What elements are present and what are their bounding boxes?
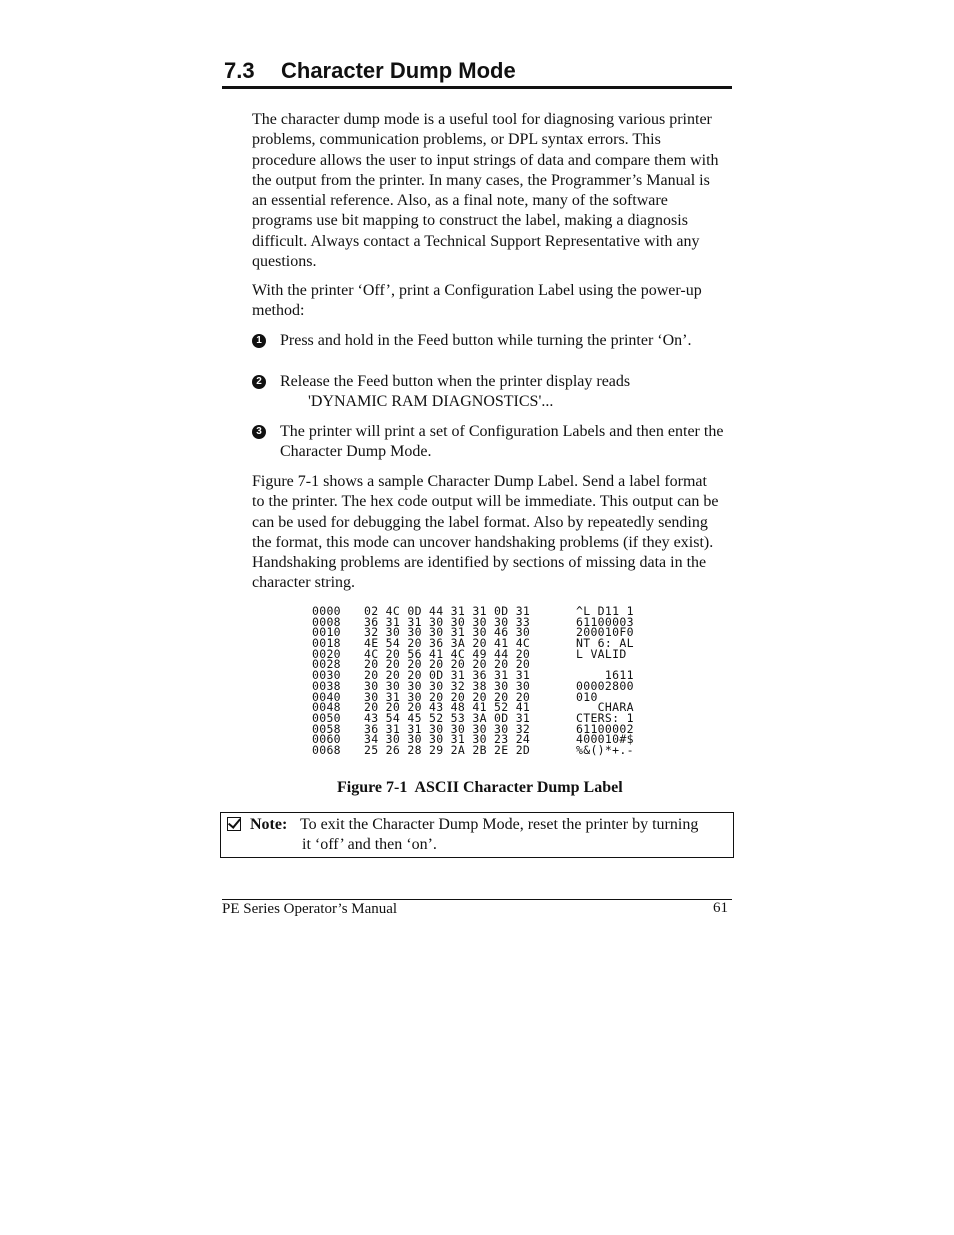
dump-address: 0020 xyxy=(312,646,341,661)
dump-hex: 30 30 30 30 32 38 30 30 xyxy=(364,678,531,693)
note-label: Note: xyxy=(250,816,288,833)
step-marker-icon: 2 xyxy=(252,375,266,389)
dump-hex: 43 54 45 52 53 3A 0D 31 xyxy=(364,710,531,725)
dump-hex: 20 20 20 0D 31 36 31 31 xyxy=(364,668,531,683)
dump-ascii: 00002800 xyxy=(576,678,634,693)
character-dump-figure xyxy=(312,606,634,756)
dump-address: 0008 xyxy=(312,614,341,629)
step-marker-icon: 3 xyxy=(252,425,266,439)
dump-hex: 4C 20 56 41 4C 49 44 20 xyxy=(364,646,531,661)
dump-address: 0030 xyxy=(312,668,341,683)
note-box xyxy=(220,812,734,858)
dump-hex: 30 31 30 20 20 20 20 20 xyxy=(364,689,531,704)
dump-hex: 36 31 31 30 30 30 30 32 xyxy=(364,721,531,736)
dump-ascii: 1611 xyxy=(576,668,634,683)
dump-hex: 36 31 31 30 30 30 30 33 xyxy=(364,614,531,629)
dump-address: 0018 xyxy=(312,636,341,651)
dump-ascii: ^L D11 1 xyxy=(576,604,634,618)
dump-address: 0040 xyxy=(312,689,341,704)
dump-address: 0058 xyxy=(312,721,341,736)
dump-ascii: 400010#$ xyxy=(576,732,634,747)
checkbox-icon xyxy=(227,817,241,831)
dump-hex: 32 30 30 30 31 30 46 30 xyxy=(364,625,531,640)
step-text: The printer will print a set of Configuration Labels and then enter the Character Dump Mode. xyxy=(280,423,724,461)
dump-hex: 02 4C 0D 44 31 31 0D 31 xyxy=(364,604,531,618)
dump-address: 0060 xyxy=(312,732,341,747)
step-text: Press and hold in the Feed button while turning the printer ‘On’. xyxy=(280,332,692,349)
dump-hex: 4E 54 20 36 3A 20 41 4C xyxy=(364,636,531,651)
section-heading xyxy=(222,56,732,89)
page-number: 61 xyxy=(713,900,728,916)
section-title: Character Dump Mode xyxy=(281,58,516,83)
dump-row xyxy=(312,742,634,757)
note-text-line1: To exit the Character Dump Mode, reset the printer by turning xyxy=(300,816,699,833)
dump-ascii: 61100002 xyxy=(576,721,634,736)
dump-ascii: 61100003 xyxy=(576,614,634,629)
dump-address: 0048 xyxy=(312,700,341,715)
dump-address: 0028 xyxy=(312,657,341,672)
dump-ascii: 010 xyxy=(576,689,598,704)
dump-address: 0068 xyxy=(312,742,341,757)
section-number: 7.3 xyxy=(224,58,255,83)
dump-ascii: L VALID xyxy=(576,646,627,661)
dump-hex: 34 30 30 30 31 30 23 24 xyxy=(364,732,531,747)
dump-address: 0000 xyxy=(312,604,341,618)
lead-paragraph: With the printer ‘Off’, print a Configuration Label using the power-up method: xyxy=(252,282,702,320)
figure-paragraph: Figure 7-1 shows a sample Character Dump Label. Send a label format to the printer. The hex code output will be immediate. This output can be can be used for debugging the label format. Also by repeatedly sending the format, this mode can uncover handshaking problems (if they exist). Handshaking problems are identified by sections of missing data in the character string. xyxy=(252,473,719,592)
intro-paragraph: The character dump mode is a useful tool for diagnosing various printer problems, communication problems, or DPL syntax errors. This procedure allows the user to input strings of data and compare them with the output from the printer. In many cases, the Programmer’s Manual is an essential reference. Also, as a final note, many of the software programs use bit mapping to construct the label, making a diagnosis difficult. Always contact a Technical Support Representative with any questions. xyxy=(252,111,719,271)
footer-manual-title: PE Series Operator’s Manual xyxy=(222,901,398,917)
dump-ascii: CTERS: 1 xyxy=(576,710,634,725)
dump-address: 0050 xyxy=(312,710,341,725)
dump-ascii: 200010F0 xyxy=(576,625,634,640)
step-text: Release the Feed button when the printer display reads xyxy=(280,373,631,390)
dump-hex: 20 20 20 20 20 20 20 20 xyxy=(364,657,531,672)
step-subtext: 'DYNAMIC RAM DIAGNOSTICS'... xyxy=(308,393,554,410)
figure-caption: Figure 7-1 ASCII Character Dump Label xyxy=(337,779,623,796)
note-text-line2: it ‘off’ and then ‘on’. xyxy=(302,836,437,853)
footer-divider xyxy=(222,899,732,900)
dump-ascii: NT 6: AL xyxy=(576,636,634,651)
dump-address: 0010 xyxy=(312,625,341,640)
dump-ascii: %&()*+.- xyxy=(576,742,634,757)
dump-hex: 25 26 28 29 2A 2B 2E 2D xyxy=(364,742,531,757)
step-marker-icon: 1 xyxy=(252,334,266,348)
dump-ascii: CHARA xyxy=(576,700,634,715)
dump-hex: 20 20 20 43 48 41 52 41 xyxy=(364,700,531,715)
dump-address: 0038 xyxy=(312,678,341,693)
